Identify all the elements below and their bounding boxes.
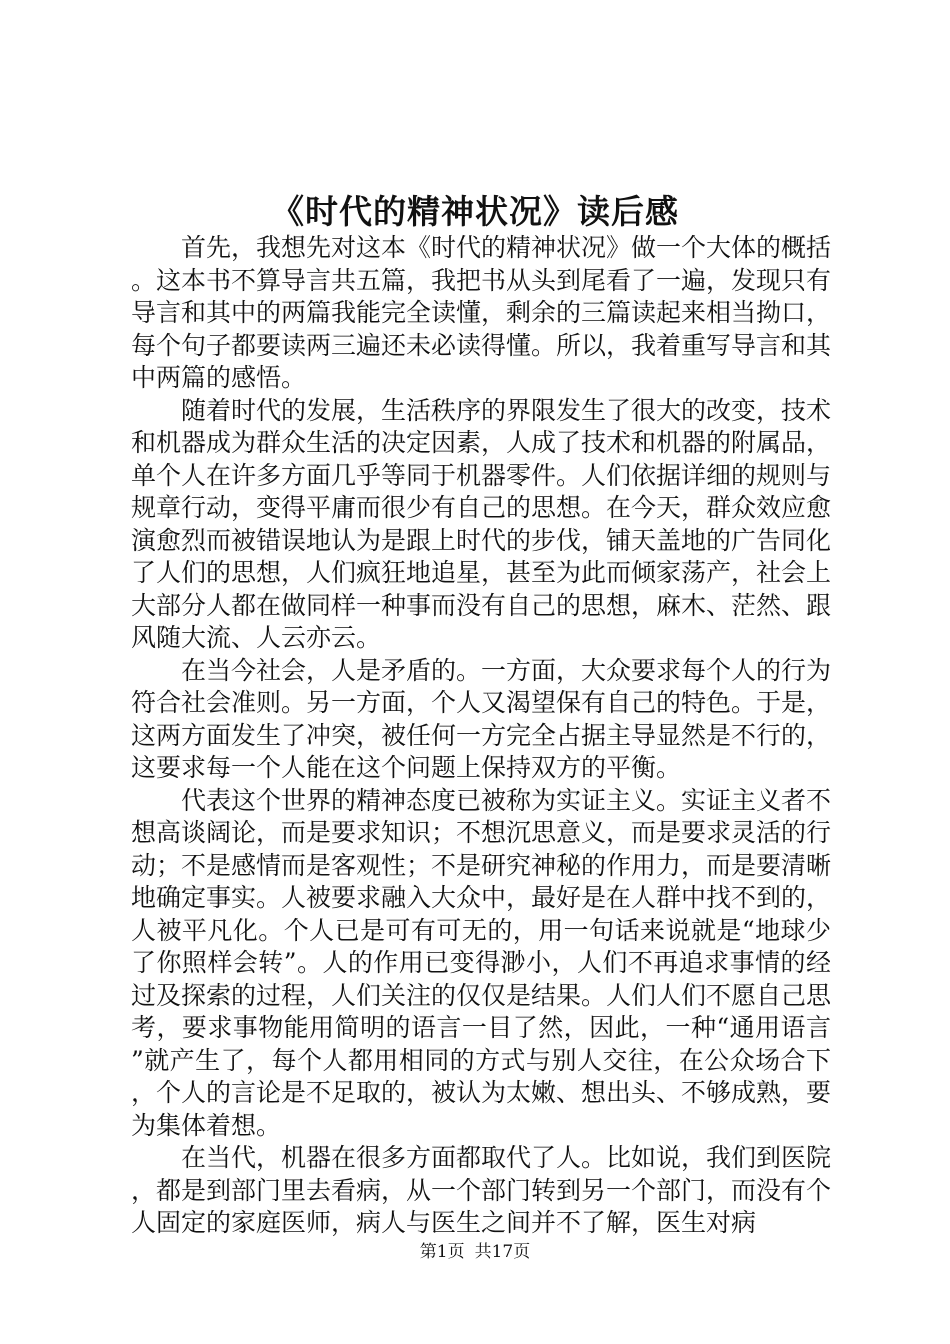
paragraph: 代表这个世界的精神态度已被称为实证主义。实证主义者不想高谈阔论，而是要求知识；不想沉思意义，而是要求灵活的行动；不是感情而是客观性；不是研究神秘的作用力，而是要清晰地确定事实。人被要求融入大众中，最好是在人群中找不到的，人被平凡化。个人已是可有可无的，用一句话来说就是“地球少了你照样会转”。人的作用已变得渺小，人们不再追求事情的经过及探索的过程，人们关注的仅仅是结果。人们人们不愿自己思考，要求事物能用简明的语言一目了然，因此，一种“通用语言”就产生了，每个人都用相同的方式与别人交往，在公众场合下，个人的言论是不足取的，被认为太嫩、想出头、不够成熟，要为集体着想。 — [131, 785, 832, 1140]
page-total: 共17页 — [474, 1242, 531, 1262]
paragraph: 在当今社会，人是矛盾的。一方面，大众要求每个人的行为符合社会准则。另一方面，个人又渴望保有自己的特色。于是，这两方面发生了冲突，被任何一方完全占据主导显然是不行的，这要求每一个人能在这个问题上保持双方的平衡。 — [131, 655, 832, 782]
paragraph: 在当代，机器在很多方面都取代了人。比如说，我们到医院，都是到部门里去看病，从一个部门转到另一个部门，而没有个人固定的家庭医师，病人与医生之间并不了解，医生对病 — [131, 1143, 832, 1237]
document-body — [131, 232, 831, 1240]
document-title: 《时代的精神状况》读后感 — [271, 192, 679, 231]
paragraph: 首先，我想先对这本《时代的精神状况》做一个大体的概括。这本书不算导言共五篇，我把书从头到尾看了一遍，发现只有导言和其中的两篇我能完全读懂，剩余的三篇读起来相当拗口，每个句子都要读两三遍还未必读得懂。所以，我着重写导言和其中两篇的感悟。 — [131, 233, 832, 392]
page-footer — [0, 1240, 950, 1264]
page-number: 第1页 — [419, 1242, 465, 1262]
paragraph: 随着时代的发展，生活秩序的界限发生了很大的改变，技术和机器成为群众生活的决定因素，人成了技术和机器的附属品，单个人在许多方面几乎等同于机器零件。人们依据详细的规则与规章行动，变得平庸而很少有自己的思想。在今天，群众效应愈演愈烈而被错误地认为是跟上时代的步伐，铺天盖地的广告同化了人们的思想，人们疯狂地追星，甚至为此而倾家荡产，社会上大部分人都在做同样一种事而没有自己的思想，麻木、茫然、跟风随大流、人云亦云。 — [131, 395, 832, 652]
